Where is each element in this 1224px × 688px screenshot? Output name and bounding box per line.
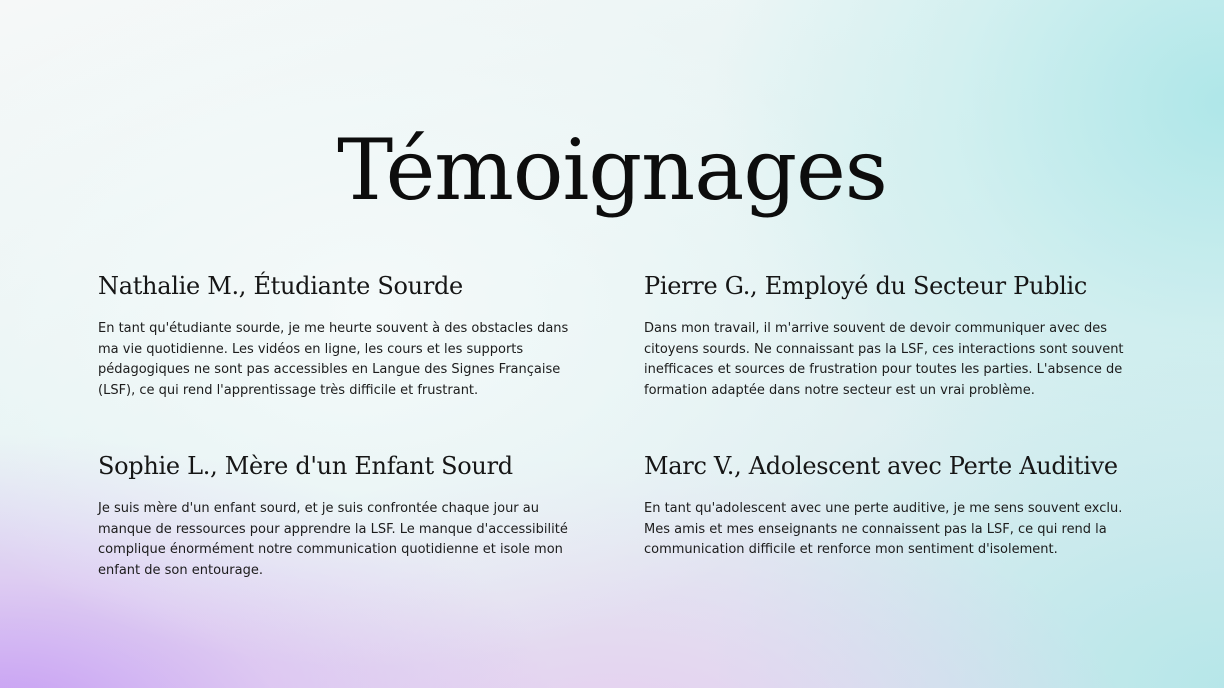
testimonial-text: En tant qu'étudiante sourde, je me heurte souvent à des obstacles dans ma vie quotidienne. Les vidéos en ligne, les cours et les supports pédagogiques ne sont pas accessibles en Langue des Signes Française (LSF), ce qui rend l'apprentissage très difficile et frustrant. (98, 321, 569, 398)
testimonial-nathalie (98, 273, 588, 401)
testimonial-pierre (644, 273, 1134, 401)
testimonial-author: Nathalie M., Étudiante Sourde (98, 272, 463, 300)
testimonial-marc (644, 453, 1134, 561)
testimonial-text: Je suis mère d'un enfant sourd, et je suis confrontée chaque jour au manque de ressources pour apprendre la LSF. Le manque d'accessibilité complique énormément notre communication quotidienne et isole mon enfant de son entourage. (98, 501, 568, 578)
testimonial-author: Sophie L., Mère d'un Enfant Sourd (98, 452, 513, 480)
testimonial-sophie (98, 453, 588, 581)
page-title: Témoignages (337, 121, 887, 219)
testimonial-text: En tant qu'adolescent avec une perte auditive, je me sens souvent exclu. Mes amis et mes enseignants ne connaissent pas la LSF, ce qui rend la communication difficile et renforce mon sentiment d'isolement. (644, 501, 1123, 558)
testimonial-text: Dans mon travail, il m'arrive souvent de devoir communiquer avec des citoyens sourds. Ne connaissant pas la LSF, ces interactions sont souvent inefficaces et sources de frustration pour toutes les parties. L'absence de formation adaptée dans notre secteur est un vrai problème. (644, 321, 1124, 398)
testimonial-author: Marc V., Adolescent avec Perte Auditive (644, 452, 1118, 480)
testimonial-author: Pierre G., Employé du Secteur Public (644, 272, 1088, 300)
